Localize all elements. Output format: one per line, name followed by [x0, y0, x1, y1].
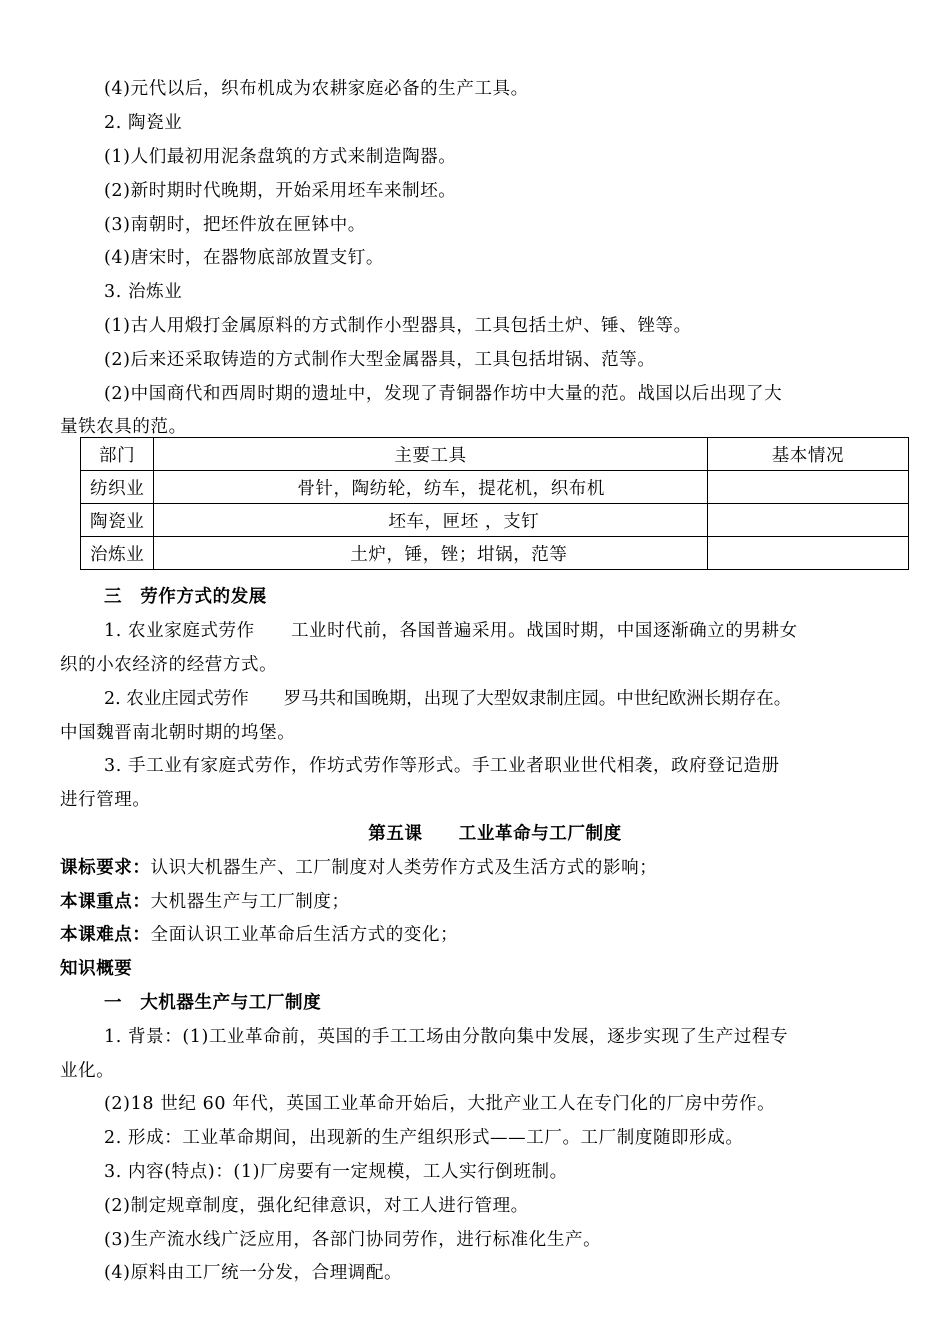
dept-cell: 治炼业 [81, 537, 154, 570]
info-cell [707, 537, 908, 570]
lesson-key-point [60, 890, 350, 914]
text-line: (3)生产流水线广泛应用，各部门协同劳作，进行标准化生产。 [104, 1230, 602, 1250]
text-line: 1. 背景：(1)工业革命前，英国的手工工场由分散向集中发展，逐步实现了生产过程专 [104, 1027, 789, 1047]
key-point-text: 大机器生产与工厂制度； [150, 892, 350, 912]
info-cell [707, 504, 908, 537]
overview-heading: 知识概要 [60, 959, 133, 979]
course-requirement [60, 856, 657, 880]
table-row [81, 504, 909, 537]
tools-cell: 坯车，匣坯 ，支钉 [154, 504, 708, 537]
text-line: 2. 形成：工业革命期间，出现新的生产组织形式——工厂。工厂制度随即形成。 [104, 1128, 744, 1148]
requirement-text: 认识大机器生产、工厂制度对人类劳作方式及生活方式的影响； [150, 858, 658, 878]
text-line: (2)新时期时代晚期，开始采用坯车来制坯。 [104, 181, 457, 201]
text-line: (2)中国商代和西周时期的遗址中，发现了青铜器作坊中大量的范。战国以后出现了大 [104, 384, 783, 404]
tools-cell: 土炉，锤，锉；坩锅，范等 [154, 537, 708, 570]
text-line: 量铁农具的范。 [60, 417, 187, 437]
dept-cell: 纺织业 [81, 471, 154, 504]
text-line: 中国魏晋南北朝时期的坞堡。 [60, 723, 296, 743]
text-line: 2. 农业庄园式劳作 罗马共和国晚期，出现了大型奴隶制庄园。中世纪欧洲长期存在。 [104, 689, 792, 709]
lesson-difficulty [60, 923, 458, 947]
text-line: (2)后来还采取铸造的方式制作大型金属器具，工具包括坩锅、范等。 [104, 350, 656, 370]
text-line: (4)元代以后，织布机成为农耕家庭必备的生产工具。 [104, 79, 529, 99]
text-line: 1. 农业家庭式劳作 工业时代前，各国普遍采用。战国时期，中国逐渐确立的男耕女 [104, 621, 798, 641]
lesson-title: 第五课 工业革命与工厂制度 [368, 824, 622, 844]
text-line: 3. 手工业有家庭式劳作，作坊式劳作等形式。手工业者职业世代相袭，政府登记造册 [104, 756, 780, 776]
dept-cell: 陶瓷业 [81, 504, 154, 537]
text-line: (4)原料由工厂统一分发，合理调配。 [104, 1263, 403, 1283]
text-line: (1)人们最初用泥条盘筑的方式来制造陶器。 [104, 147, 457, 167]
text-line: (4)唐宋时，在器物底部放置支钉。 [104, 248, 384, 268]
text-line: (3)南朝时，把坯件放在匣钵中。 [104, 215, 366, 235]
header-cell: 主要工具 [154, 438, 708, 471]
text-line: 进行管理。 [60, 790, 151, 810]
text-line: 3. 内容(特点)：(1)厂房要有一定规模，工人实行倒班制。 [104, 1162, 568, 1182]
header-cell: 部门 [81, 438, 154, 471]
text-line: (2)18 世纪 60 年代，英国工业革命开始后，大批产业工人在专门化的厂房中劳作。 [104, 1094, 776, 1114]
text-line: (1)古人用煅打金属原料的方式制作小型器具，工具包括土炉、锤、锉等。 [104, 316, 692, 336]
tools-table [80, 437, 909, 570]
text-line: (2)制定规章制度，强化纪律意识，对工人进行管理。 [104, 1196, 529, 1216]
tools-cell: 骨针，陶纺轮，纺车，提花机，织布机 [154, 471, 708, 504]
table-row [81, 537, 909, 570]
key-point-label: 本课重点： [60, 892, 151, 912]
text-line: 织的小农经济的经营方式。 [60, 655, 278, 675]
section-heading: 三 劳作方式的发展 [104, 587, 267, 607]
subheading: 3. 治炼业 [104, 282, 183, 302]
subheading: 2. 陶瓷业 [104, 113, 183, 133]
difficulty-text: 全面认识工业革命后生活方式的变化； [150, 925, 459, 945]
info-cell [707, 471, 908, 504]
table-row [81, 471, 909, 504]
table-header-row [81, 438, 909, 471]
header-cell: 基本情况 [707, 438, 908, 471]
difficulty-label: 本课难点： [60, 925, 151, 945]
text-line: 业化。 [60, 1061, 115, 1081]
requirement-label: 课标要求： [60, 858, 151, 878]
section-heading: 一 大机器生产与工厂制度 [104, 993, 322, 1013]
